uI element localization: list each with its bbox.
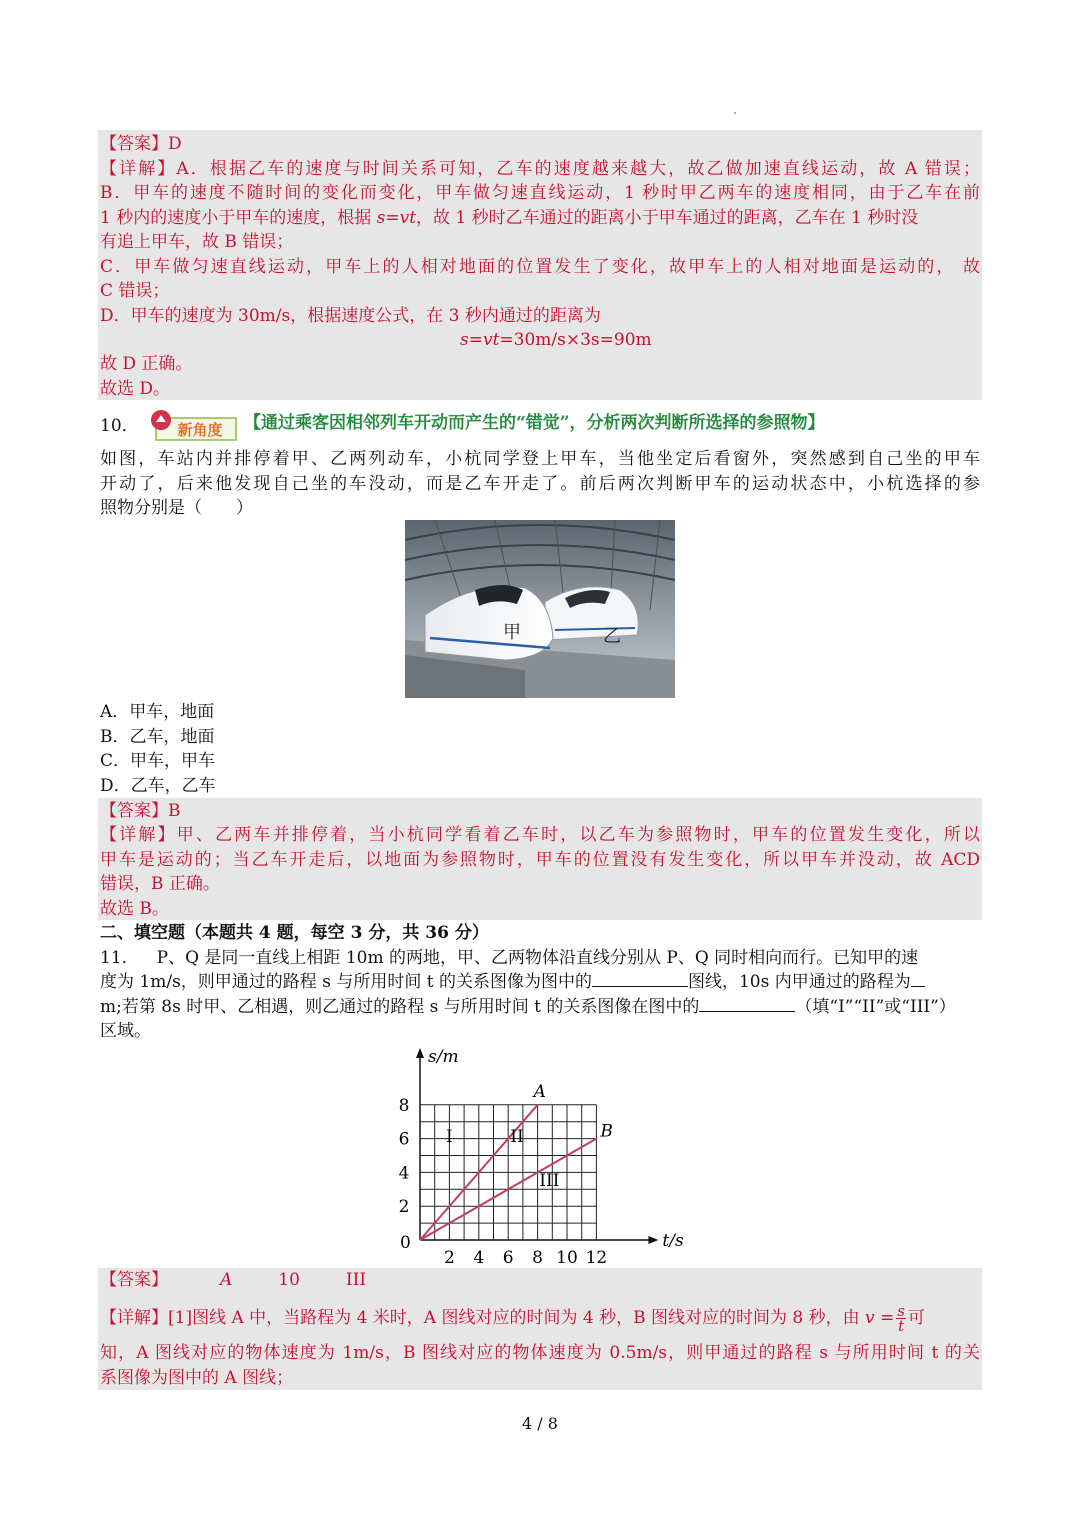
q10-tag: 【通过乘客因相邻列车开动而产生的“错觉”，分析两次判断所选择的参照物】 (244, 413, 825, 433)
q11-number: 11． (100, 948, 139, 968)
fraction-numerator: s (897, 1302, 905, 1320)
q10-option-d: D．乙车，乙车 (100, 776, 216, 796)
x-tick-label: 8 (532, 1248, 544, 1268)
fraction-denominator: t (898, 1317, 905, 1335)
q11-detail-1a: 【详解】[1]图线 A 中，当路程为 4 米时，A 图线对应的时间为 4 秒，B 图线对应的时间为 8 秒，由 (100, 1308, 860, 1328)
q11-blank-1[interactable] (592, 970, 688, 987)
x-tick-label: 12 (585, 1248, 608, 1268)
page-number: 4 / 8 (522, 1414, 558, 1433)
q11-answer-1: A (220, 1270, 233, 1290)
q10-number: 10． (100, 416, 139, 436)
q9-detail-2: B．甲车的速度不随时间的变化而变化，甲车做匀速直线运动，1 秒时甲乙两车的速度相同，由于乙车在前 (100, 183, 980, 203)
label-jia: 甲 (503, 622, 521, 643)
q11-stem-1 (100, 946, 918, 971)
q11-answer (100, 1268, 366, 1293)
badge-icon (150, 410, 238, 442)
q11-stem-2 (100, 970, 925, 995)
q9-conclusion: 故选 D。 (100, 379, 171, 399)
q10-stem-2: 开动了，后来他发现自己坐的车没动，而是乙车开走了。前后两次判断甲车的运动状态中，小杭选择的参 (100, 474, 980, 494)
q11-stem-2a: 度为 1m/s，则甲通过的路程 s 与所用时间 t 的关系图像为图中的 (100, 972, 592, 992)
q10-stem-3: 照物分别是（ ） (100, 498, 253, 518)
q11-answer-2: 10 (278, 1270, 300, 1290)
q10-option-b: B．乙车，地面 (100, 727, 215, 747)
region-label-II: II (510, 1126, 524, 1147)
x-tick-label: 4 (473, 1248, 485, 1268)
s-t-graph (390, 1040, 690, 1270)
q11-stem-2b: 图线，10s 内甲通过的路程为 (687, 972, 911, 992)
q11-answer-label: 【答案】 (100, 1270, 168, 1290)
q9-detail-9: 故 D 正确。 (100, 354, 193, 374)
q11-blank-2[interactable] (911, 970, 925, 987)
q9-answer: 【答案】D (100, 134, 182, 154)
q11-detail-3: 系图像为图中的 A 图线； (100, 1368, 294, 1388)
region-label-III: III (539, 1170, 560, 1191)
region-label-I: I (446, 1126, 453, 1147)
x-tick-label: 2 (443, 1248, 455, 1268)
q11-stem-4: 区域。 (100, 1021, 151, 1041)
train-station-illustration (405, 520, 675, 698)
q9-detail-4: 有追上甲车，故 B 错误； (100, 232, 294, 252)
q9-formula-a: s=vt (460, 330, 500, 350)
q11-stem-3a: m;若第 8s 时甲、乙相遇，则乙通过的路程 s 与所用时间 t 的关系图像在图中的 (100, 997, 700, 1017)
label-yi: 乙 (603, 626, 621, 647)
q9-detail-1: 【详解】A．根据乙车的速度与时间关系可知，乙车的速度越来越大，故乙做加速直线运动，故 A 错误； (100, 159, 980, 179)
q9-detail-5: C．甲车做匀速直线运动，甲车上的人相对地面的位置发生了变化，故甲车上的人相对地面是运动的， 故 (100, 257, 980, 277)
q10-option-c: C．甲车，甲车 (100, 751, 216, 771)
q11-blank-3[interactable] (699, 995, 795, 1012)
y-axis-arrow (416, 1048, 424, 1058)
section-heading: 二、填空题（本题共 4 题，每空 3 分，共 36 分） (100, 923, 489, 943)
q10-conclusion: 故选 B。 (100, 899, 169, 919)
q9-detail-7: D．甲车的速度为 30m/s，根据速度公式，在 3 秒内通过的距离为 (100, 306, 601, 326)
q11-stem-1-text: P、Q 是同一直线上相距 10m 的两地，甲、乙两物体沿直线分别从 P、Q 同时相向而行。已知甲的速 (156, 948, 919, 968)
q9-detail-6: C 错误； (100, 281, 170, 301)
q11-stem-3b: （填“I”“II”或“III”） (795, 997, 956, 1017)
q11-detail-1 (100, 1304, 925, 1333)
x-axis-arrow (648, 1236, 658, 1244)
x-tick-label: 6 (502, 1248, 514, 1268)
scan-dot (734, 112, 736, 114)
origin-label: 0 (400, 1233, 411, 1253)
x-axis-label: t/s (662, 1231, 684, 1251)
q11-detail-1c: 可 (908, 1308, 925, 1328)
y-axis-label: s/m (428, 1047, 459, 1067)
q11-answer-3: III (345, 1270, 367, 1290)
badge-label: 新角度 (177, 421, 223, 439)
q9-detail-3a: 1 秒内的速度小于甲车的速度，根据 (100, 208, 377, 228)
y-tick-label: 2 (398, 1197, 410, 1218)
q10-stem-1: 如图，车站内并排停着甲、乙两列动车，小杭同学登上甲车，当他坐定后看窗外，突然感到自己坐的甲车 (100, 449, 980, 469)
q10-option-a: A．甲车，地面 (100, 702, 215, 722)
chart-svg (390, 1040, 690, 1270)
q10-answer: 【答案】B (100, 801, 181, 821)
x-tick-label: 10 (556, 1248, 578, 1268)
q10-detail-3: 错误，B 正确。 (100, 874, 220, 894)
q9-formula (460, 328, 652, 353)
series-label-B: B (600, 1121, 613, 1142)
new-angle-badge (150, 410, 238, 442)
q11-detail-2: 知，A 图线对应的物体速度为 1m/s，B 图线对应的物体速度为 0.5m/s，则甲通过的路程 s 与所用时间 t 的关 (100, 1343, 980, 1363)
q9-detail-3c: ，故 1 秒时乙车通过的距离小于甲车通过的距离，乙车在 1 秒时没 (416, 208, 919, 228)
q9-formula-b: =30m/s×3s=90m (499, 330, 652, 350)
series-label-A: A (533, 1081, 546, 1102)
y-tick-label: 8 (398, 1095, 410, 1116)
q9-detail-3 (100, 206, 918, 231)
q11-detail-1b: v = (865, 1308, 895, 1328)
q10-detail-2: 甲车是运动的；当乙车开走后，以地面为参照物时，甲车的位置没有发生变化，所以甲车并没动，故 ACD (100, 850, 980, 870)
q10-detail-1: 【详解】甲、乙两车并排停着，当小杭同学看着乙车时，以乙车为参照物时，甲车的位置发生变化，所以 (100, 825, 980, 845)
q9-detail-3b: s=vt (376, 208, 417, 228)
y-tick-label: 4 (398, 1163, 410, 1184)
velocity-fraction (896, 1304, 906, 1333)
train-station-photo (405, 520, 675, 698)
q11-stem-3 (100, 995, 956, 1020)
y-tick-label: 6 (398, 1129, 410, 1150)
